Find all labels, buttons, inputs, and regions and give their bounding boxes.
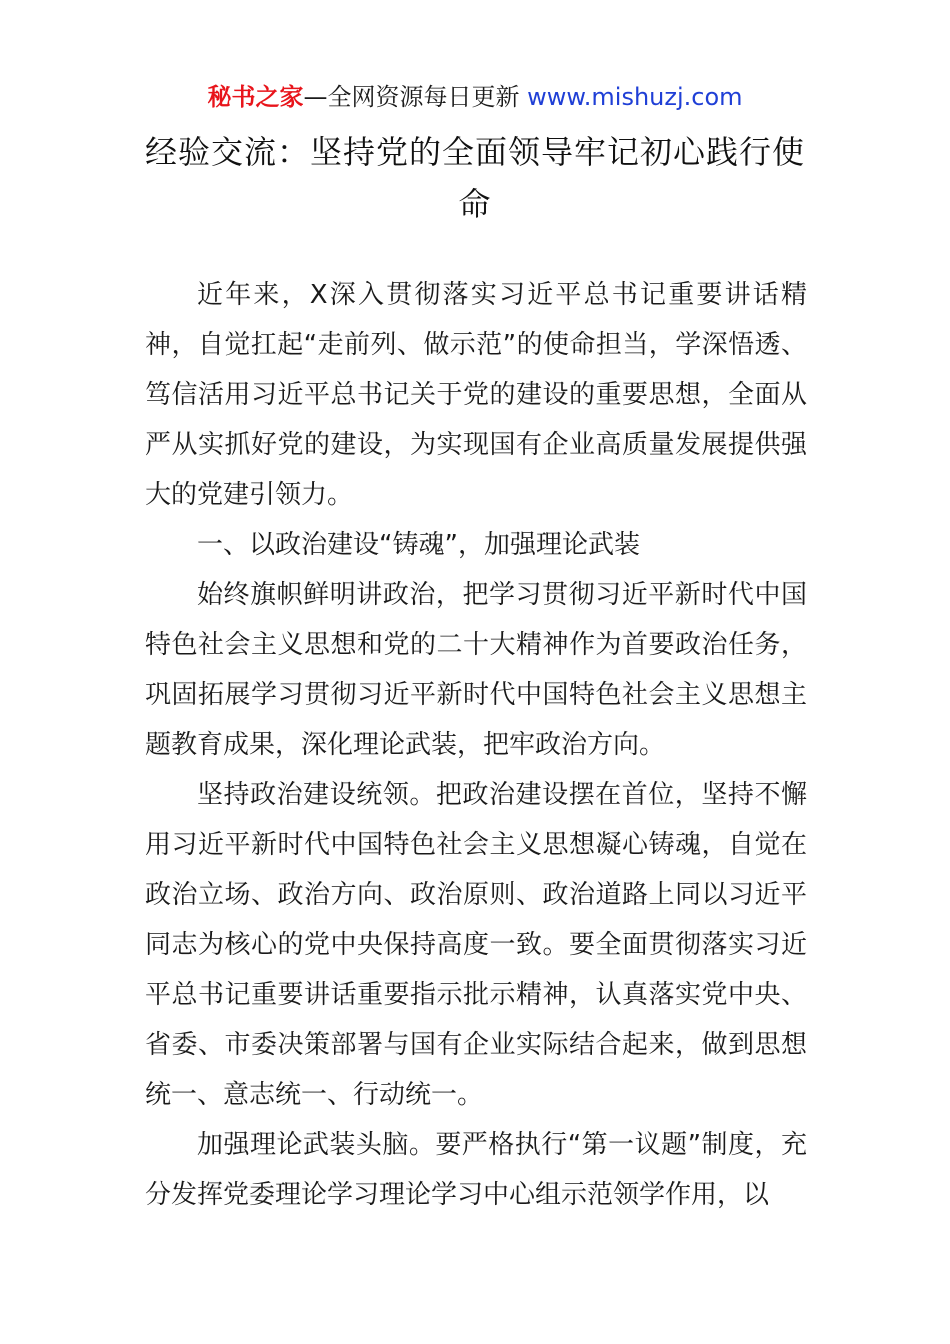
site-url-link[interactable]: www.mishuzj.com bbox=[527, 83, 743, 111]
paragraph-political-construction: 坚持政治建设统领。把政治建设摆在首位，坚持不懈用习近平新时代中国特色社会主义思想凝心铸魂，自觉在政治立场、政治方向、政治原则、政治道路上同以习近平同志为核心的党中央保持高度一致。要全面贯彻落实习近平总书记重要讲话重要指示批示精神，认真落实党中央、省委、市委决策部署与国有企业实际结合起来，做到思想统一、意志统一、行动统一。 bbox=[145, 780, 807, 1110]
paragraph-intro: 近年来，X深入贯彻落实习近平总书记重要讲话精神，自觉扛起“走前列、做示范”的使命担当，学深悟透、笃信活用习近平总书记关于党的建设的重要思想，全面从严从实抓好党的建设，为实现国有企业高质量发展提供强大的党建引领力。 bbox=[145, 280, 807, 510]
site-header bbox=[0, 80, 950, 114]
document-title: 经验交流：坚持党的全面领导牢记初心践行使命 bbox=[145, 133, 806, 223]
paragraph-theory-arming: 加强理论武装头脑。要严格执行“第一议题”制度，充分发挥党委理论学习理论学习中心组示范领学作用，以 bbox=[145, 1130, 807, 1210]
section-heading-1: 一、以政治建设“铸魂”，加强理论武装 bbox=[197, 530, 640, 560]
paragraph-section-1-intro: 始终旗帜鲜明讲政治，把学习贯彻习近平新时代中国特色社会主义思想和党的二十大精神作为首要政治任务，巩固拓展学习贯彻习近平新时代中国特色社会主义思想主题教育成果，深化理论武装，把牢政治方向。 bbox=[145, 580, 807, 760]
brand-name: 秘书之家 bbox=[207, 83, 304, 111]
document-body bbox=[145, 270, 807, 1220]
site-tagline: —全网资源每日更新 bbox=[303, 83, 520, 111]
